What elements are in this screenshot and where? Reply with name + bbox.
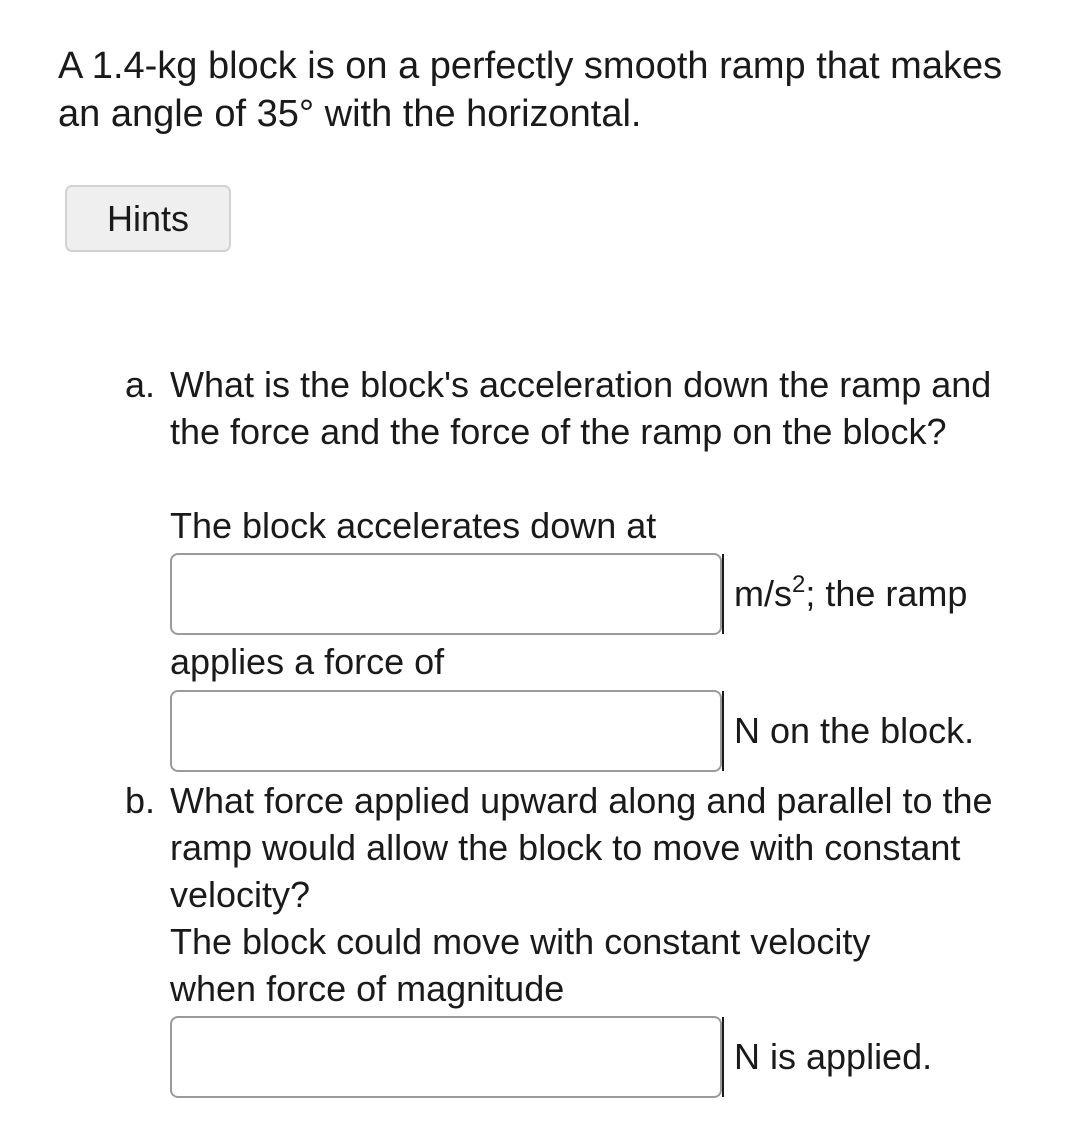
problem-statement: A 1.4-kg block is on a perfectly smooth ramp that makes an angle of 35° with the horizontal. [58,45,1003,135]
part-b-answer-intro-line1: The block could move with constant velocity [170,921,871,962]
applied-force-unit-label: N is applied. [722,1017,932,1097]
acceleration-unit-base: m/s [734,573,792,614]
acceleration-unit-label [722,554,967,634]
part-b-question: What force applied upward along and parallel to the ramp would allow the block to move with constant velocity? [170,780,993,915]
part-a-middle-text: applies a force of [170,641,445,682]
applied-force-input[interactable] [170,1016,722,1098]
part-b-marker: b. [125,780,156,821]
acceleration-unit-exponent: 2 [792,571,806,598]
hints-button[interactable]: Hints [65,185,231,252]
part-a-answer-intro: The block accelerates down at [170,505,657,546]
acceleration-unit-rest: ; the ramp [805,573,968,614]
acceleration-input[interactable] [170,553,722,635]
part-a-marker: a. [125,364,156,405]
part-a-question: What is the block's acceleration down the ramp and the force and the force of the ramp on the block? [170,364,992,452]
part-b-answer-intro-line2: when force of magnitude [170,968,565,1009]
normal-force-input[interactable] [170,690,722,772]
normal-force-unit-label: N on the block. [722,691,974,771]
